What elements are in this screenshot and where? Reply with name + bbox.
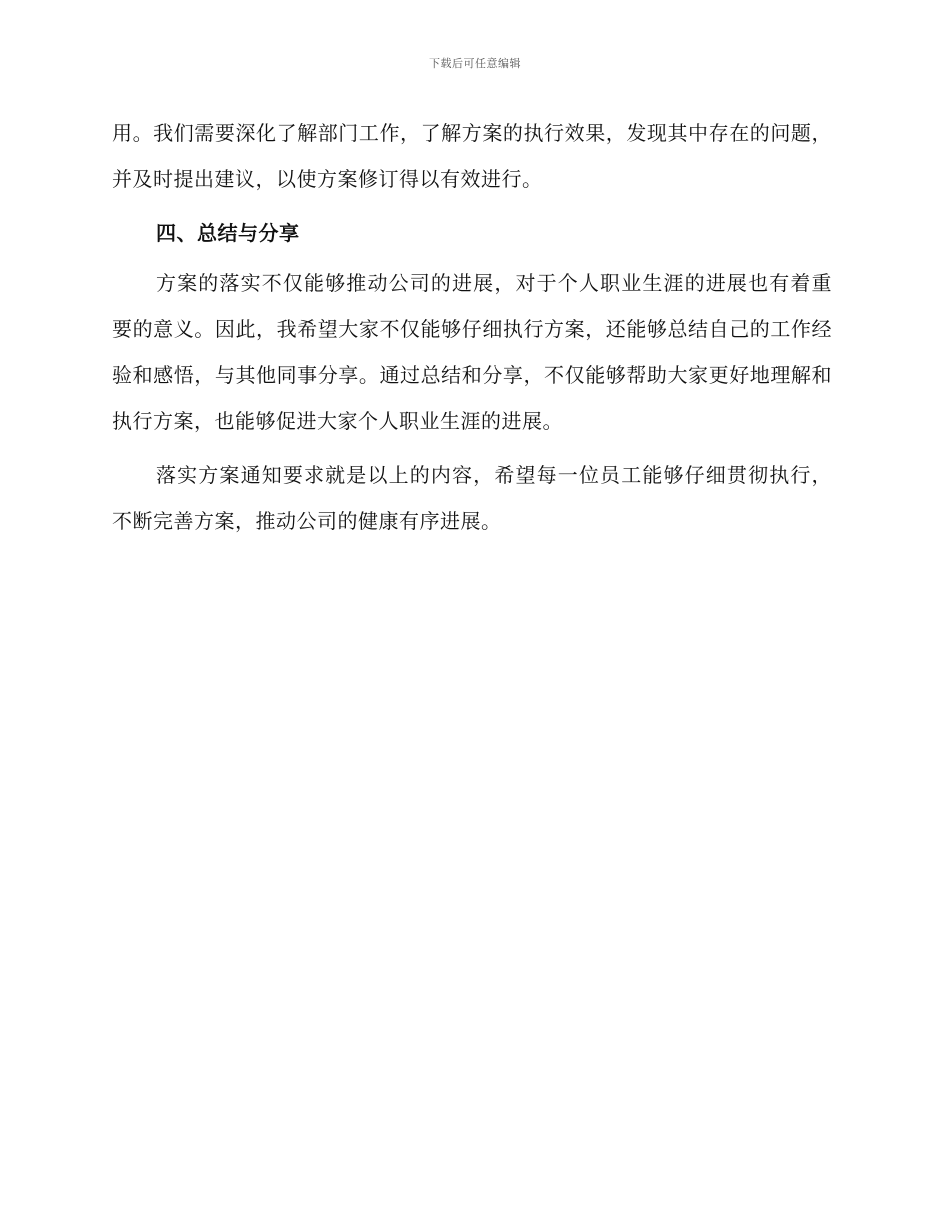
document-body [112,110,832,552]
paragraph-continuation: 用。我们需要深化了解部门工作，了解方案的执行效果，发现其中存在的问题，并及时提出建议，以使方案修订得以有效进行。 [112,121,832,191]
paragraph-summary-sharing: 方案的落实不仅能够推动公司的进展，对于个人职业生涯的进展也有着重要的意义。因此，我希望大家不仅能够仔细执行方案，还能够总结自己的工作经验和感悟，与其他同事分享。通过总结和分享，不仅能够帮助大家更好地理解和执行方案，也能够促进大家个人职业生涯的进展。 [112,271,832,433]
page-header: 下载后可任意编辑 [429,57,521,70]
section-heading-summary-sharing: 四、总结与分享 [156,221,300,245]
paragraph-closing: 落实方案通知要求就是以上的内容，希望每一位员工能够仔细贯彻执行，不断完善方案，推动公司的健康有序进展。 [112,463,832,533]
